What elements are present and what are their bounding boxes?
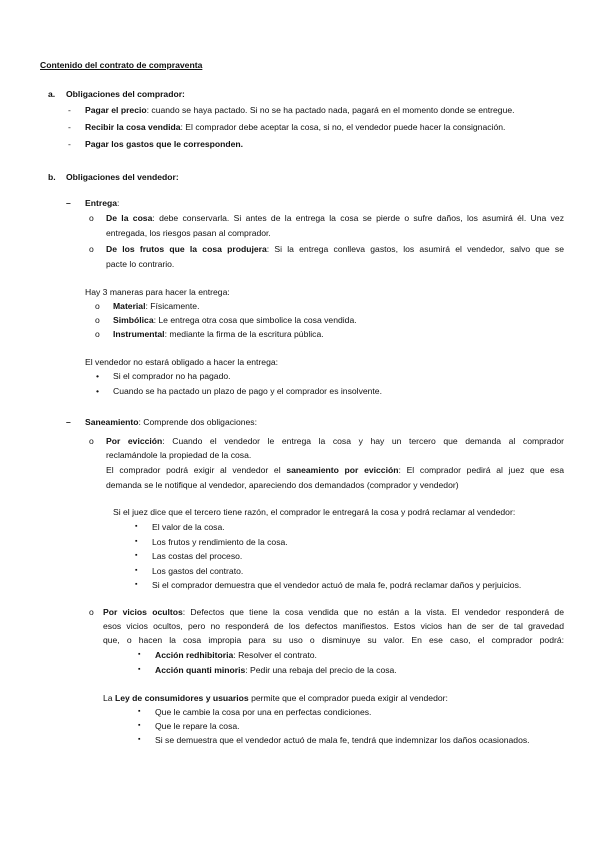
- endash-marker: –: [66, 417, 71, 427]
- item-term: Simbólica: [113, 315, 154, 325]
- eviccion-post: : El comprador pedirá al juez que esa: [398, 465, 564, 475]
- list-item: Si se demuestra que el vendedor actuó de mala fe, tendrá que indemnizar los daños ocasionados.: [155, 735, 530, 745]
- item-text: : Le entrega otra cosa que simbolice la cosa vendida.: [153, 315, 357, 325]
- list-item: [155, 649, 317, 661]
- ley-post: permite que el comprador pueda exigir al vendedor:: [248, 693, 448, 703]
- list-item: Los frutos y rendimiento de la cosa.: [152, 537, 288, 547]
- ley-term: Ley de consumidores y usuarios: [114, 693, 249, 703]
- item-term: De los frutos que la cosa produjera: [106, 244, 267, 254]
- square-marker: ▪: [135, 523, 138, 530]
- list-item: [106, 243, 564, 255]
- item-text: : mediante la firma de la escritura pública.: [164, 329, 324, 339]
- list-item-continuation: pacte lo contrario.: [106, 259, 175, 269]
- item-term: Acción redhibitoria: [155, 650, 234, 660]
- maneras-intro: Hay 3 maneras para hacer la entrega:: [85, 287, 230, 297]
- vicios-line-1: [103, 606, 564, 618]
- list-item: [155, 664, 397, 676]
- square-marker: ▪: [138, 651, 141, 658]
- list-item: [106, 212, 564, 224]
- circle-marker: o: [89, 213, 94, 223]
- square-marker: ▪: [135, 567, 138, 574]
- square-marker: ▪: [138, 708, 141, 715]
- list-item: Que le repare la cosa.: [155, 721, 240, 731]
- list-item: [85, 121, 505, 133]
- entrega-heading: [85, 197, 119, 209]
- eviccion-term-2: saneamiento por evicción: [286, 465, 399, 475]
- list-item: [113, 314, 357, 326]
- item-text: : debe conservarla. Si antes de la entrega la cosa se pierde o sufre daños, los asumirá él. Una vez: [152, 213, 564, 223]
- eviccion-line-3: [106, 464, 564, 476]
- square-marker: ▪: [135, 552, 138, 559]
- item-term: Pagar el precio: [85, 105, 147, 115]
- list-item: Si el comprador no ha pagado.: [113, 371, 231, 381]
- list-item: [113, 300, 199, 312]
- circle-marker: o: [95, 329, 100, 339]
- eviccion-term: Por evicción: [106, 436, 163, 446]
- list-item: Que le cambie la cosa por una en perfectas condiciones.: [155, 707, 372, 717]
- list-item: Si el comprador demuestra que el vendedor actuó de mala fe, podrá reclamar daños y perjuicios.: [152, 580, 522, 590]
- item-text: : El comprador debe aceptar la cosa, si no, el vendedor puede hacer la consignación.: [180, 122, 506, 132]
- saneamiento-label: Saneamiento: [85, 417, 139, 427]
- item-term: Pagar los gastos que le corresponden.: [85, 139, 244, 149]
- bullet-marker: •: [96, 386, 100, 396]
- square-marker: ▪: [138, 736, 141, 743]
- list-item: Los gastos del contrato.: [152, 566, 244, 576]
- saneamiento-text: : Comprende dos obligaciones:: [138, 417, 257, 427]
- circle-marker: o: [95, 315, 100, 325]
- item-text: : Si la entrega conlleva gastos, los asumirá el vendedor, salvo que se: [266, 244, 565, 254]
- item-term: Recibir la cosa vendida: [85, 122, 181, 132]
- section-heading-b: Obligaciones del vendedor:: [66, 172, 179, 182]
- bullet-marker: •: [96, 371, 100, 381]
- vicios-line-2: esos vicios ocultos, pero no responderá de los defectos manifiestos. Estos vicios han de ser de tal gravedad: [103, 621, 564, 631]
- square-marker: ▪: [135, 538, 138, 545]
- section-heading-a: Obligaciones del comprador:: [66, 89, 185, 99]
- item-text: : Resolver el contrato.: [233, 650, 317, 660]
- square-marker: ▪: [135, 581, 138, 588]
- item-text: : Físicamente.: [145, 301, 200, 311]
- dash-marker: -: [68, 122, 71, 132]
- item-term: Instrumental: [113, 329, 165, 339]
- list-item: El valor de la cosa.: [152, 522, 225, 532]
- item-term: Material: [113, 301, 146, 311]
- item-term: Acción quanti minoris: [155, 665, 246, 675]
- page-title: Contenido del contrato de compraventa: [40, 60, 203, 70]
- circle-marker: o: [89, 244, 94, 254]
- ley-pre: La: [103, 693, 115, 703]
- entrega-colon: :: [117, 198, 120, 208]
- eviccion-pre: El comprador podrá exigir al vendedor el: [106, 465, 287, 475]
- item-text: : Pedir una rebaja del precio de la cosa.: [245, 665, 397, 675]
- section-marker-a: a.: [48, 89, 56, 99]
- circle-marker: o: [89, 436, 94, 446]
- circle-marker: o: [95, 301, 100, 311]
- entrega-label: Entrega: [85, 198, 117, 208]
- no-obligado-intro: El vendedor no estará obligado a hacer la entrega:: [85, 357, 279, 367]
- list-item: Cuando se ha pactado un plazo de pago y el comprador es insolvente.: [113, 386, 382, 396]
- square-marker: ▪: [138, 666, 141, 673]
- ley-intro: [103, 692, 448, 704]
- vicios-term: Por vicios ocultos: [103, 607, 183, 617]
- dash-marker: -: [68, 139, 71, 149]
- vicios-text: : Defectos que tiene la cosa vendida que no están a la vista. El vendedor responderá de: [182, 607, 564, 617]
- item-text: : cuando se haya pactado. Si no se ha pactado nada, pagará en el momento donde se entregue.: [146, 105, 515, 115]
- vicios-line-3: que, o hacen la cosa impropia para su uso o disminuye su valor. En ese caso, el comprador podrá:: [103, 635, 564, 645]
- eviccion-line-4: demanda se le notifique al vendedor, apareciendo dos demandados (comprador y vendedor): [106, 480, 459, 490]
- list-item: [85, 104, 515, 116]
- list-item: [113, 328, 324, 340]
- section-marker-b: b.: [48, 172, 56, 182]
- list-item-continuation: entregada, los riesgos pasan al comprador.: [106, 228, 271, 238]
- circle-marker: o: [89, 607, 94, 617]
- eviccion-line-1: [106, 435, 564, 447]
- eviccion-text: : Cuando el vendedor le entrega la cosa y hay un tercero que demanda al comprador: [162, 436, 564, 446]
- endash-marker: –: [66, 198, 71, 208]
- item-term: De la cosa: [106, 213, 153, 223]
- eviccion-line-2: reclamándole la propiedad de la cosa.: [106, 450, 252, 460]
- square-marker: ▪: [138, 722, 141, 729]
- list-item: [85, 138, 243, 150]
- juez-intro: Si el juez dice que el tercero tiene razón, el comprador le entregará la cosa y podrá reclamar al vendedor:: [113, 507, 516, 517]
- list-item: Las costas del proceso.: [152, 551, 243, 561]
- dash-marker: -: [68, 105, 71, 115]
- saneamiento-heading: [85, 416, 257, 428]
